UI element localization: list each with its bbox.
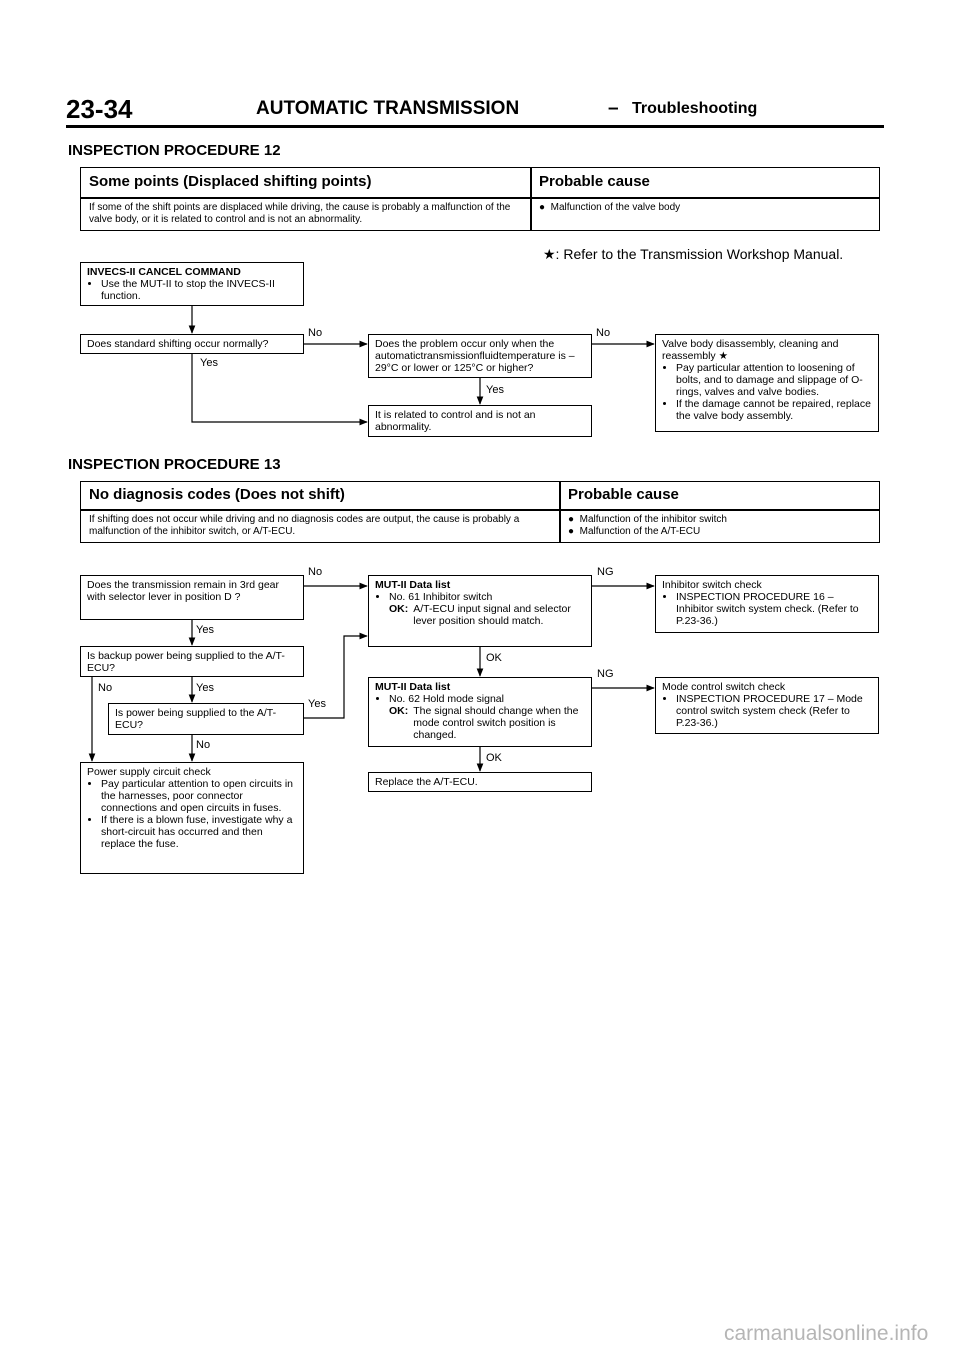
mode-item: • INSPECTION PROCEDURE 17 – Mode control switch system check (Refer to P.23-36.): [676, 693, 872, 729]
mut61-ok-text: A/T-ECU input signal and selector lever position should match.: [413, 603, 571, 627]
inhibitor-title: Inhibitor switch check: [662, 579, 762, 591]
label-no-1: No: [308, 327, 323, 339]
power-item-2: • If there is a blown fuse, investigate why a short-circuit has occurred and then replace the fuse.: [101, 814, 297, 850]
mut62-ok-text: The signal should change when the mode control switch position is changed.: [413, 705, 579, 741]
mut62-item: • No. 62 Hold mode signal: [389, 693, 585, 705]
watermark: carmanualsonline.info: [724, 1322, 929, 1345]
label-ng-2: NG: [597, 668, 614, 680]
header-subtitle: Troubleshooting: [632, 100, 758, 117]
proc12-symptom-head: Some points (Displaced shifting points): [89, 173, 372, 190]
q-fluid-temperature: Does the problem occur only when the automatictransmissionfluidtemperature is –29°C or lower or 125°C or higher?: [368, 334, 592, 378]
proc13-symptom-body: If shifting does not occur while driving and no diagnosis codes are output, the cause is probably a malfunction of the inhibitor switch, or A/T-ECU.: [89, 514, 520, 537]
valve-item-1: • Pay particular attention to loosening of bolts, and to damage and slippage of O-rings, valves and valve bodies.: [676, 362, 872, 398]
label-ok-2: OK: [486, 752, 502, 764]
label-yes-power: Yes: [308, 698, 326, 710]
proc12-title: INSPECTION PROCEDURE 12: [68, 142, 281, 159]
result-control-normal: It is related to control and is not an abnormality.: [368, 405, 592, 437]
label-yes-gear: Yes: [196, 624, 214, 636]
page-number: 23-34: [66, 94, 133, 124]
mut61-ok-label: OK:: [389, 603, 409, 615]
proc12-cause-head: Probable cause: [539, 173, 650, 190]
q-backup-power: Is backup power being supplied to the A/T-ECU?: [80, 646, 304, 677]
header-dash: –: [608, 98, 619, 119]
mut62-ok-label: OK:: [389, 705, 409, 717]
label-yes-1: Yes: [200, 357, 218, 369]
proc12-symptom-body: If some of the shift points are displaced while driving, the cause is probably a malfunction of the valve body, or it is related to control and is not an abnormality.: [89, 202, 511, 225]
bullet-icon: ●: [568, 526, 580, 537]
proc13-cause-item-1: ● Malfunction of the inhibitor switch: [568, 514, 727, 525]
power-title: Power supply circuit check: [87, 766, 211, 778]
q-power-supplied: Is power being supplied to the A/T-ECU?: [108, 703, 304, 735]
star-note: ★: Refer to the Transmission Workshop Manual.: [543, 246, 844, 262]
label-ok-1: OK: [486, 652, 502, 664]
bullet-icon: ●: [568, 514, 580, 525]
bullet-icon: ●: [539, 202, 551, 213]
proc13-title: INSPECTION PROCEDURE 13: [68, 456, 281, 473]
proc13-symptom-head: No diagnosis codes (Does not shift): [89, 486, 345, 503]
conn-q1-yes: [192, 354, 367, 422]
label-no-backup: No: [98, 682, 113, 694]
valve-title: Valve body disassembly, cleaning and reassembly ★: [662, 338, 839, 362]
label-ng-1: NG: [597, 566, 614, 578]
q-standard-shifting: Does standard shifting occur normally?: [80, 334, 304, 354]
label-yes-2: Yes: [486, 384, 504, 396]
mode-title: Mode control switch check: [662, 681, 786, 693]
label-yes-backup: Yes: [196, 682, 214, 694]
invecs-title: INVECS-II CANCEL COMMAND: [87, 266, 241, 278]
valve-item-2: • If the damage cannot be repaired, replace the valve body assembly.: [676, 398, 872, 422]
proc13-cause-item-2: ● Malfunction of the A/T-ECU: [568, 526, 701, 537]
mut62-title: MUT-II Data list: [375, 681, 451, 693]
header-title: AUTOMATIC TRANSMISSION: [256, 98, 520, 119]
label-no-power: No: [196, 739, 211, 751]
proc13-cause-head: Probable cause: [568, 486, 679, 503]
label-no-gear: No: [308, 566, 323, 578]
mut61-item: • No. 61 Inhibitor switch: [389, 591, 585, 603]
label-no-2: No: [596, 327, 611, 339]
q-third-gear: Does the transmission remain in 3rd gear with selector lever in position D ?: [80, 575, 304, 620]
power-item-1: • Pay particular attention to open circuits in the harnesses, poor connector connections and open circuits in fuses.: [101, 778, 297, 814]
mut61-title: MUT-II Data list: [375, 579, 451, 591]
replace-ecu-box: Replace the A/T-ECU.: [368, 772, 592, 792]
proc12-cause-item: ● Malfunction of the valve body: [539, 202, 681, 213]
conn-power-yes: [304, 636, 367, 718]
invecs-item: • Use the MUT-II to stop the INVECS-II function.: [101, 278, 297, 302]
inhibitor-item: • INSPECTION PROCEDURE 16 – Inhibitor switch system check. (Refer to P.23-36.): [676, 591, 872, 627]
